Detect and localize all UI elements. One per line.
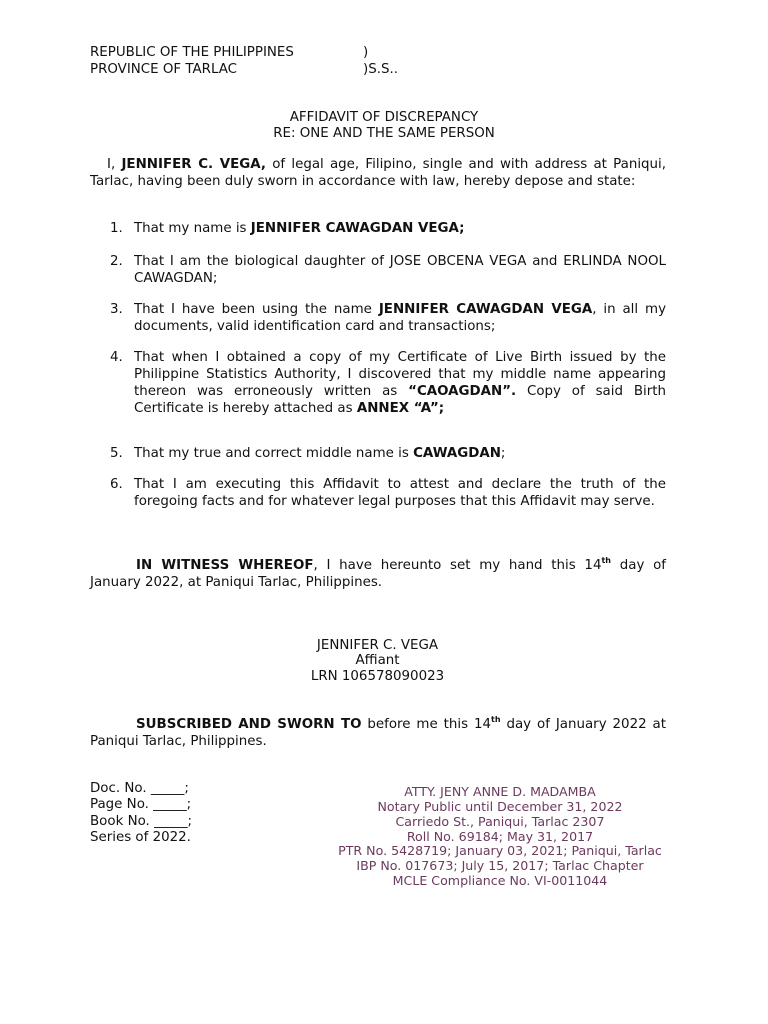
affiant-role: Affiant [355, 653, 400, 668]
jurat-paragraph [90, 716, 666, 750]
affiant-name-bold: JENNIFER C. VEGA, [121, 157, 266, 172]
witness-paragraph [90, 557, 666, 591]
item-number: 4. [110, 350, 123, 365]
jurat-text-1: before me this 14 [361, 717, 492, 732]
item-text: That I have been using the name [134, 302, 379, 317]
notary-ptr-number: PTR No. 5428719; January 03, 2021; Paniqui, Tarlac [338, 843, 662, 858]
affiant-lrn: LRN 106578090023 [310, 669, 445, 684]
item-text-mid: Copy of said Birth Certificate is hereby attached as [134, 384, 667, 416]
item-text: That my true and correct middle name is [134, 446, 414, 461]
notary-address: Carriedo St., Paniqui, Tarlac 2307 [395, 814, 605, 829]
witness-text-1: , I have hereunto set my hand this 14 [313, 558, 602, 573]
venue-mark-1: ) [363, 45, 369, 60]
page-number-line: Page No. _____; [90, 797, 192, 812]
notary-ibp-number: IBP No. 017673; July 15, 2017; Tarlac Chapter [356, 858, 644, 873]
item-bold: CAWAGDAN [413, 446, 501, 461]
witness-superscript: th [601, 556, 612, 565]
venue-mark-2: )S.S.. [363, 62, 398, 77]
item-bold: JENNIFER CAWAGDAN VEGA; [250, 221, 465, 236]
item-text-end: ; [500, 446, 506, 461]
venue-province: PROVINCE OF TARLAC [90, 62, 238, 77]
jurat-text-2: day of January 2022 at Paniqui Tarlac, Philippines. [90, 717, 666, 749]
venue-line-1 [90, 44, 369, 61]
item-text: That I am the biological daughter of JOSE OBCENA VEGA and ERLINDA NOOL CAWAGDAN; [134, 254, 666, 286]
item-number: 3. [110, 302, 123, 317]
witness-bold: IN WITNESS WHEREOF [136, 558, 314, 573]
item-bold: “CAOAGDAN”. [408, 384, 517, 399]
item-number: 5. [110, 446, 123, 461]
list-item [110, 349, 667, 417]
item-text: That I am executing this Affidavit to attest and declare the truth of the foregoing facts and for whatever legal purposes that this Affidavit may serve. [134, 477, 666, 509]
affiant-name: JENNIFER C. VEGA [316, 638, 439, 653]
list-item [110, 220, 666, 237]
doc-number-line: Doc. No. _____; [90, 781, 189, 796]
notary-name: ATTY. JENY ANNE D. MADAMBA [404, 784, 596, 799]
notary-commission: Notary Public until December 31, 2022 [377, 799, 623, 814]
item-number: 6. [110, 477, 123, 492]
venue-country: REPUBLIC OF THE PHILIPPINES [90, 45, 294, 60]
item-text: That when I obtained a copy of my Certificate of Live Birth issued by the Philippine Statistics Authority, I discovered that my middle name appearing thereon was erroneously written as [134, 350, 666, 399]
venue-line-2 [90, 61, 398, 78]
notary-roll-number: Roll No. 69184; May 31, 2017 [406, 829, 594, 844]
document-title: AFFIDAVIT OF DISCREPANCY [289, 110, 479, 125]
item-text-end: , in all my documents, valid identification card and transactions; [134, 302, 666, 334]
intro-prefix: I, [107, 157, 122, 172]
list-item [110, 301, 666, 335]
list-item [110, 476, 666, 510]
item-text: That my name is [134, 221, 251, 236]
jurat-bold: SUBSCRIBED AND SWORN TO [136, 717, 362, 732]
witness-text-2: day of January 2022, at Paniqui Tarlac, Philippines. [90, 558, 666, 590]
document-subtitle: RE: ONE AND THE SAME PERSON [273, 126, 495, 141]
item-number: 1. [110, 221, 123, 236]
notary-mcle-number: MCLE Compliance No. VI-0011044 [392, 873, 608, 888]
intro-text: of legal age, Filipino, single and with address at Paniqui, Tarlac, having been duly sworn in accordance with law, hereby depose and state: [90, 157, 667, 189]
list-item [110, 253, 666, 287]
list-item [110, 445, 666, 462]
book-number-line: Book No. _____; [90, 814, 193, 829]
item-number: 2. [110, 254, 123, 269]
series-line: Series of 2022. [90, 830, 191, 845]
intro-paragraph [90, 156, 666, 190]
item-bold: JENNIFER CAWAGDAN VEGA [378, 302, 593, 317]
annex-label: ANNEX “A”; [356, 401, 445, 416]
jurat-superscript: th [491, 715, 501, 724]
